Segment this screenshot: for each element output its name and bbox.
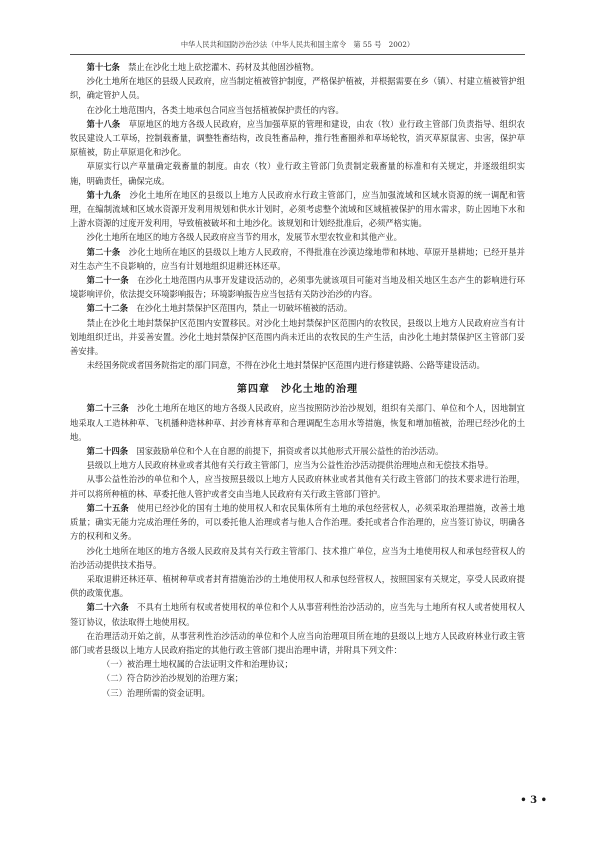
- article-number: 第十七条: [86, 62, 120, 72]
- paragraph-text: 从事公益性治沙的单位和个人，应当按照县级以上地方人民政府林业或者其他有关行政主管部门的技术要求进行治理，并可以将所种植的林、草委托他人管护或者交由当地人民政府有关行政主管部门管护。: [70, 474, 525, 499]
- paragraph-text: 在沙化土地封禁保护区范围内，禁止一切破坏植被的活动。: [128, 303, 353, 314]
- page-number: • 3 •: [520, 795, 547, 806]
- list-item: （二）符合防沙治沙规划的治理方案；: [102, 673, 244, 684]
- paragraph-text: 使用已经沙化的国有土地的使用权人和农民集体所有土地的承包经营权人，必须采取治理措施，改善土地质量；确实无能力完成治理任务的，可以委托他人治理或者与他人合作治理。委托或者合作治理的，应当签订协议，明确各方的权利和义务。: [70, 502, 525, 542]
- paragraph: [70, 572, 525, 600]
- paragraph: [70, 273, 525, 301]
- paragraph: [70, 245, 525, 273]
- paragraph-text: 沙化土地所在地区的地方各级人民政府及其有关行政主管部门、技术推广单位，应当为土地使用权人和承包经营权人的治沙活动提供技术指导。: [70, 545, 525, 570]
- paragraph: [70, 458, 525, 472]
- article-number: 第二十三条: [86, 403, 129, 414]
- paragraph: [70, 117, 525, 160]
- paragraph-text: 不具有土地所有权或者使用权的单位和个人从事营利性治沙活动的，应当先与土地所有权人或者使用权人签订协议，依法取得土地使用权。: [70, 602, 525, 627]
- paragraph-text: 在沙化土地范围内，各类土地承包合同应当包括植被保护责任的内容。: [86, 104, 344, 115]
- paragraph: [70, 600, 525, 628]
- document-body: [70, 60, 525, 700]
- section-chapter3-articles: [70, 60, 525, 372]
- article-number: 第二十二条: [86, 303, 129, 314]
- paragraph: [70, 60, 525, 74]
- list-item: （一）被治理土地权属的合法证明文件和治理协议；: [102, 659, 293, 670]
- paragraph-text: 在沙化土地范围内从事开发建设活动的，必须事先就该项目可能对当地及相关地区生态产生的影响进行环境影响评价，依法提交环境影响报告；环境影响报告应当包括有关防沙治沙的内容。: [70, 275, 525, 300]
- paragraph: [70, 74, 525, 102]
- paragraph: [70, 316, 525, 359]
- paragraph: [70, 629, 525, 657]
- paragraph-text: 未经国务院或者国务院指定的部门同意，不得在沙化土地封禁保护区范围内进行修建铁路、公路等建设活动。: [86, 360, 485, 371]
- paragraph-text: 沙化土地所在地区的县级人民政府，应当制定植被管护制度，严格保护植被，并根据需要在乡（镇）、村建立植被管护组织，确定管护人员。: [70, 76, 525, 101]
- article-number: 第十九条: [86, 189, 122, 200]
- document-list: [70, 657, 525, 700]
- paragraph-text: 沙化土地所在地区的县级以上地方人民政府，不得批准在沙漠边缘地带和林地、草原开垦耕地；已经开垦并对生态产生不良影响的，应当有计划地组织退耕还林还草。: [70, 246, 525, 271]
- paragraph: [70, 159, 525, 187]
- paragraph: [70, 401, 525, 444]
- paragraph-text: 沙化土地所在地区的地方各级人民政府应当节约用水，发展节水型农牧业和其他产业。: [86, 232, 402, 243]
- paragraph: [70, 103, 525, 117]
- paragraph: [70, 301, 525, 315]
- article-number: 第十八条: [86, 118, 121, 129]
- paragraph-text: 在治理活动开始之前，从事营利性治沙活动的单位和个人应当向治理项目所在地的县级以上地方人民政府林业行政主管部门或者县级以上地方人民政府指定的其他行政主管部门提出治理申请，并附具下列文件：: [70, 630, 525, 655]
- paragraph-text: 县级以上地方人民政府林业或者其他有关行政主管部门，应当为公益性治沙活动提供治理地点和无偿技术指导。: [86, 460, 494, 471]
- paragraph: [70, 472, 525, 500]
- paragraph: [70, 544, 525, 572]
- running-header: 中华人民共和国防沙治沙法（中华人民共和国主席令 第 55 号 2002）: [70, 40, 525, 55]
- paragraph: [70, 230, 525, 244]
- paragraph-text: 沙化土地所在地区的县级以上地方人民政府水行政主管部门，应当加强流域和区域水资源的统一调配和管理，在编制流域和区域水资源开发利用规划和供水计划时，必须考虑整个流域和区域植被保护的用水需求，防止因地下水和上游水资源的过度开发利用，导致植被破坏和土地沙化。该规划和计划经批准后，必须严格实施。: [70, 189, 525, 229]
- paragraph-text: 禁止在沙化土地上砍挖灌木、药材及其他固沙植物。: [119, 62, 319, 72]
- article-number: 第二十一条: [86, 275, 129, 286]
- section-chapter4-articles: [70, 401, 525, 657]
- paragraph: [70, 444, 525, 458]
- paragraph-text: 沙化土地所在地区的地方各级人民政府，应当按照防沙治沙规划，组织有关部门、单位和个人，因地制宜地采取人工造林种草、飞机播种造林种草、封沙育林育草和合理调配生态用水等措施，恢复和增加植被，治理已经沙化的土地。: [70, 403, 525, 442]
- paragraph-text: 禁止在沙化土地封禁保护区范围内安置移民。对沙化土地封禁保护区范围内的农牧民，县级以上地方人民政府应当有计划地组织迁出，并妥善安置。沙化土地封禁保护区范围内尚未迁出的农牧民的生产生活，由沙化土地封禁保护区主管部门妥善安排。: [70, 317, 525, 357]
- paragraph: [70, 501, 525, 544]
- article-number: 第二十四条: [86, 446, 129, 457]
- paragraph: [70, 358, 525, 372]
- article-number: 第二十条: [86, 246, 121, 257]
- article-number: 第二十六条: [86, 602, 129, 613]
- list-item: （三）治理所需的资金证明。: [102, 687, 210, 698]
- chapter-heading: 第四章 沙化土地的治理: [237, 384, 358, 396]
- paragraph-text: 草原实行以产草量确定载畜量的制度。由农（牧）业行政主管部门负责制定载畜量的标准和有关规定，并逐级组织实施，明确责任，确保完成。: [70, 161, 525, 186]
- paragraph-text: 国家鼓励单位和个人在自愿的前提下，捐资或者以其他形式开展公益性的治沙活动。: [128, 446, 444, 457]
- paragraph-text: 采取退耕还林还草、植树种草或者封育措施治沙的土地使用权人和承包经营权人，按照国家有关规定，享受人民政府提供的政策优惠。: [70, 573, 525, 599]
- paragraph: [70, 188, 525, 231]
- article-number: 第二十五条: [86, 502, 129, 513]
- paragraph-text: 草原地区的地方各级人民政府，应当加强草原的管理和建设，由农（牧）业行政主管部门负责指导、组织农牧民建设人工草场，控制载畜量，调整牲畜结构，改良牲畜品种，推行牲畜圈养和草场轮牧，消灭草原鼠害、虫害，保护草原植被，防止草原退化和沙化。: [70, 118, 525, 158]
